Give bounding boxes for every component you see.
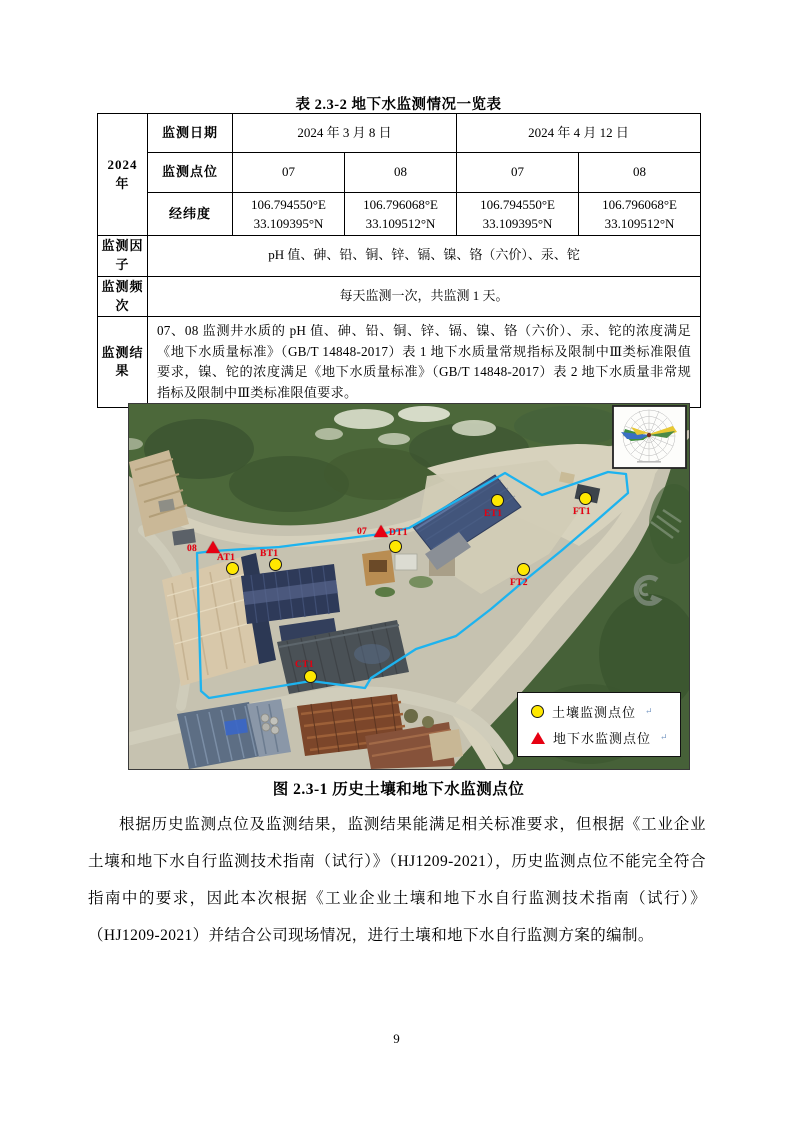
wind-rose bbox=[613, 406, 686, 468]
soil-point-icon bbox=[531, 705, 544, 718]
gw-point-marker bbox=[374, 525, 388, 537]
cell-label-coord: 经纬度 bbox=[148, 193, 233, 236]
soil-point-label: CT1 bbox=[295, 660, 314, 670]
body-paragraph: 根据历史监测点位及监测结果，监测结果能满足相关标准要求，但根据《工业企业土壤和地下水自行监测技术指南（试行）》（HJ1209-2021），历史监测点位不能完全符合指南中的要求，因此本次根据《工业企业土壤和地下水自行监测技术指南（试行）》（HJ1209-2021）并结合公司现场情况，进行土壤和地下水自行监测方案的编制。 bbox=[88, 816, 706, 944]
return-mark: ↵ bbox=[660, 732, 669, 742]
coord-e: 106.796068°E bbox=[602, 196, 677, 212]
soil-point-marker bbox=[226, 562, 239, 575]
coord-e: 106.796068°E bbox=[363, 196, 438, 212]
cell-label-frequency: 监测频次 bbox=[98, 276, 148, 317]
cell-factors: pH 值、砷、铅、铜、锌、镉、镍、铬（六价）、汞、铊 bbox=[148, 236, 701, 277]
legend-item-gw bbox=[531, 728, 680, 747]
cell-label-date: 监测日期 bbox=[148, 114, 233, 153]
map-legend bbox=[517, 692, 681, 757]
gw-triangle-icon bbox=[374, 525, 388, 537]
cell-result: 07、08 监测井水质的 pH 值、砷、铅、铜、锌、镉、镍、铬（六价）、汞、铊的浓度满足《地下水质量标准》（GB/T 14848-2017）表 1 地下水质量常规指标及限制中Ⅲ类标准限值要求，镍、铊的浓度满足《地下水质量标准》（GB/T 14848-2017）表 2 地下水质量非常规指标及限制中Ⅲ类标准限值要求。 bbox=[148, 317, 701, 408]
page-number: 9 bbox=[393, 1031, 400, 1046]
soil-point-marker bbox=[304, 670, 317, 683]
legend-soil-label: 土壤监测点位 bbox=[552, 705, 637, 720]
return-mark: ↵ bbox=[645, 706, 654, 716]
gw-point-icon bbox=[531, 732, 545, 744]
soil-point-label: FT1 bbox=[573, 507, 591, 517]
soil-point-marker bbox=[269, 558, 282, 571]
groundwater-monitoring-table bbox=[97, 113, 701, 408]
coord-n: 33.109512°N bbox=[604, 216, 675, 231]
cell-coord-2 bbox=[345, 193, 457, 236]
coord-n: 33.109395°N bbox=[482, 216, 553, 231]
cell-coord-3 bbox=[457, 193, 579, 236]
satellite-map-figure bbox=[128, 403, 690, 770]
cell-label-site: 监测点位 bbox=[148, 153, 233, 193]
soil-point-label: ET1 bbox=[484, 509, 503, 519]
cell-site-4: 08 bbox=[579, 153, 701, 193]
soil-point-marker bbox=[579, 492, 592, 505]
soil-point-marker bbox=[517, 563, 530, 576]
gw-point-label: 08 bbox=[187, 544, 198, 554]
cell-site-2: 08 bbox=[345, 153, 457, 193]
cell-date-1: 2024 年 3 月 8 日 bbox=[233, 114, 457, 153]
cell-frequency: 每天监测一次，共监测 1 天。 bbox=[148, 276, 701, 317]
cell-date-2: 2024 年 4 月 12 日 bbox=[457, 114, 701, 153]
cell-site-1: 07 bbox=[233, 153, 345, 193]
legend-item-soil bbox=[531, 702, 680, 721]
table-title: 表 2.3-2 地下水监测情况一览表 bbox=[295, 97, 502, 113]
soil-point-marker bbox=[491, 494, 504, 507]
gw-point-marker bbox=[206, 541, 220, 553]
coord-n: 33.109512°N bbox=[365, 216, 436, 231]
legend-gw-label: 地下水监测点位 bbox=[553, 731, 652, 746]
soil-point-label: DT1 bbox=[389, 528, 408, 538]
cell-label-factor: 监测因子 bbox=[98, 236, 148, 277]
coord-e: 106.794550°E bbox=[480, 196, 555, 212]
soil-point-label: FT2 bbox=[510, 578, 528, 588]
cell-coord-1 bbox=[233, 193, 345, 236]
soil-point-marker bbox=[389, 540, 402, 553]
cell-label-result: 监测结果 bbox=[98, 317, 148, 408]
figure-caption: 图 2.3-1 历史土壤和地下水监测点位 bbox=[272, 781, 525, 798]
coord-e: 106.794550°E bbox=[251, 196, 326, 212]
gw-triangle-icon bbox=[206, 541, 220, 553]
cell-site-3: 07 bbox=[457, 153, 579, 193]
soil-point-label: AT1 bbox=[217, 553, 236, 563]
cell-coord-4 bbox=[579, 193, 701, 236]
cell-year: 2024年 bbox=[98, 114, 148, 236]
gw-point-label: 07 bbox=[357, 527, 368, 537]
coord-n: 33.109395°N bbox=[253, 216, 324, 231]
soil-point-label: BT1 bbox=[260, 549, 279, 559]
